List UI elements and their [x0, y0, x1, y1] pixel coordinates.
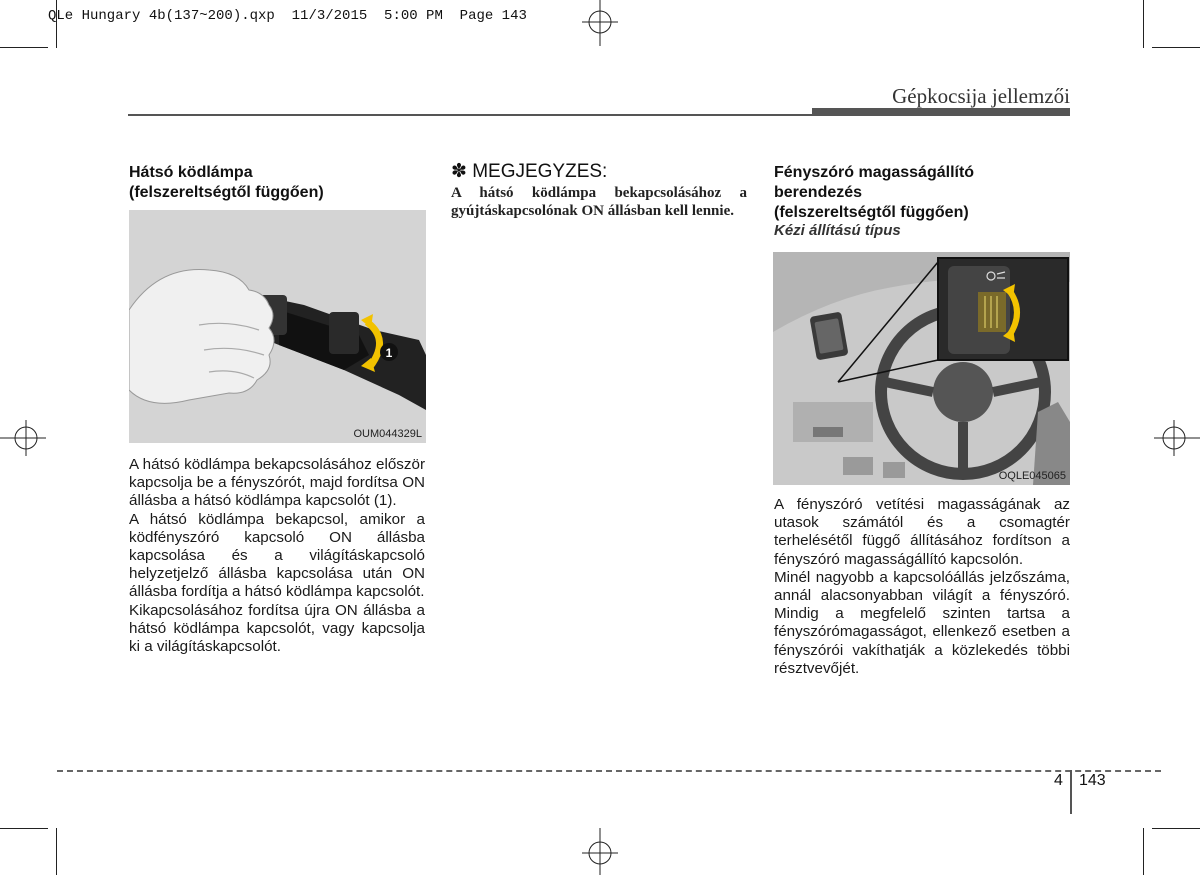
paragraph: Kikapcsolásához fordítsa újra ON állásba a hátsó ködlámpa kapcsolót, vagy kapcsolja ki a világításkapcsolót. — [129, 601, 425, 656]
page-number: 143 — [1079, 772, 1106, 789]
registration-mark-icon — [580, 828, 620, 875]
image-code: OUM044329L — [353, 428, 422, 440]
rear-fog-lamp-illustration — [129, 210, 426, 443]
dashboard-illustration — [773, 252, 1070, 485]
crop-mark — [1143, 828, 1144, 875]
crop-mark — [1143, 0, 1144, 48]
page-separator — [1070, 770, 1072, 814]
crop-mark — [1152, 828, 1200, 829]
paragraph: A hátsó ködlámpa bekapcsolásához először kapcsolja be a fényszórót, majd fordítsa ON állásba a hátsó ködlámpa kapcsolót (1). — [129, 456, 425, 510]
footer-rule — [57, 770, 1161, 772]
headlight-leveling-heading: Fényszóró magasságállító berendezés (felszereltségtől függően) — [774, 164, 975, 221]
chapter-number: 4 — [1054, 772, 1063, 789]
headlight-leveling-illustration — [773, 252, 1070, 485]
registration-mark-icon — [580, 0, 620, 48]
hand-on-stalk-illustration — [129, 210, 426, 443]
registration-mark-icon — [1152, 418, 1200, 458]
callout-number: 1 — [385, 346, 393, 360]
print-header: QLe Hungary 4b(137~200).qxp 11/3/2015 5:00 PM Page 143 — [48, 8, 527, 24]
section-title: Gépkocsija jellemzői — [892, 84, 1070, 108]
crop-mark — [1152, 47, 1200, 48]
headlight-leveling-text — [774, 496, 1070, 678]
header-rule-accent — [812, 108, 1070, 116]
registration-mark-icon — [0, 418, 48, 458]
note-text: A hátsó ködlámpa bekapcsolásához a gyújtáskapcsolónak ON állásban kell lennie. — [451, 185, 747, 219]
crop-mark — [0, 828, 48, 829]
manual-type-subheading: Kézi állítású típus — [774, 222, 901, 239]
rear-fog-lamp-heading: Hátsó ködlámpa (felszereltségtől függően) — [129, 164, 324, 201]
rear-fog-lamp-text — [129, 456, 425, 656]
paragraph: Minél nagyobb a kapcsolóállás jelzőszáma, annál alacsonyabban világít a fényszóró. Mindig a megfelelő szinten tartsa a fényszórómagasságot, ellenkező esetben a fényszórói vakíthatják a közlekedés többi résztvevőjét. — [774, 568, 1070, 677]
note-title: ✽ MEGJEGYZES: — [451, 161, 608, 182]
crop-mark — [0, 47, 48, 48]
paragraph: A fényszóró vetítési magasságának az utasok számától és a csomagtér terhelésétől függő állításához fordítson a fényszóró magasságállító kapcsolón. — [774, 496, 1070, 568]
crop-mark — [56, 828, 57, 875]
paragraph: A hátsó ködlámpa bekapcsol, amikor a ködfényszóró kapcsoló ON állásba kapcsolása és a világításkapcsoló helyzetjelző állásba kapcsolása után ON állásba fordítja a hátsó ködlámpa kapcsolót. — [129, 510, 425, 601]
image-code: OQLE045065 — [998, 470, 1066, 482]
